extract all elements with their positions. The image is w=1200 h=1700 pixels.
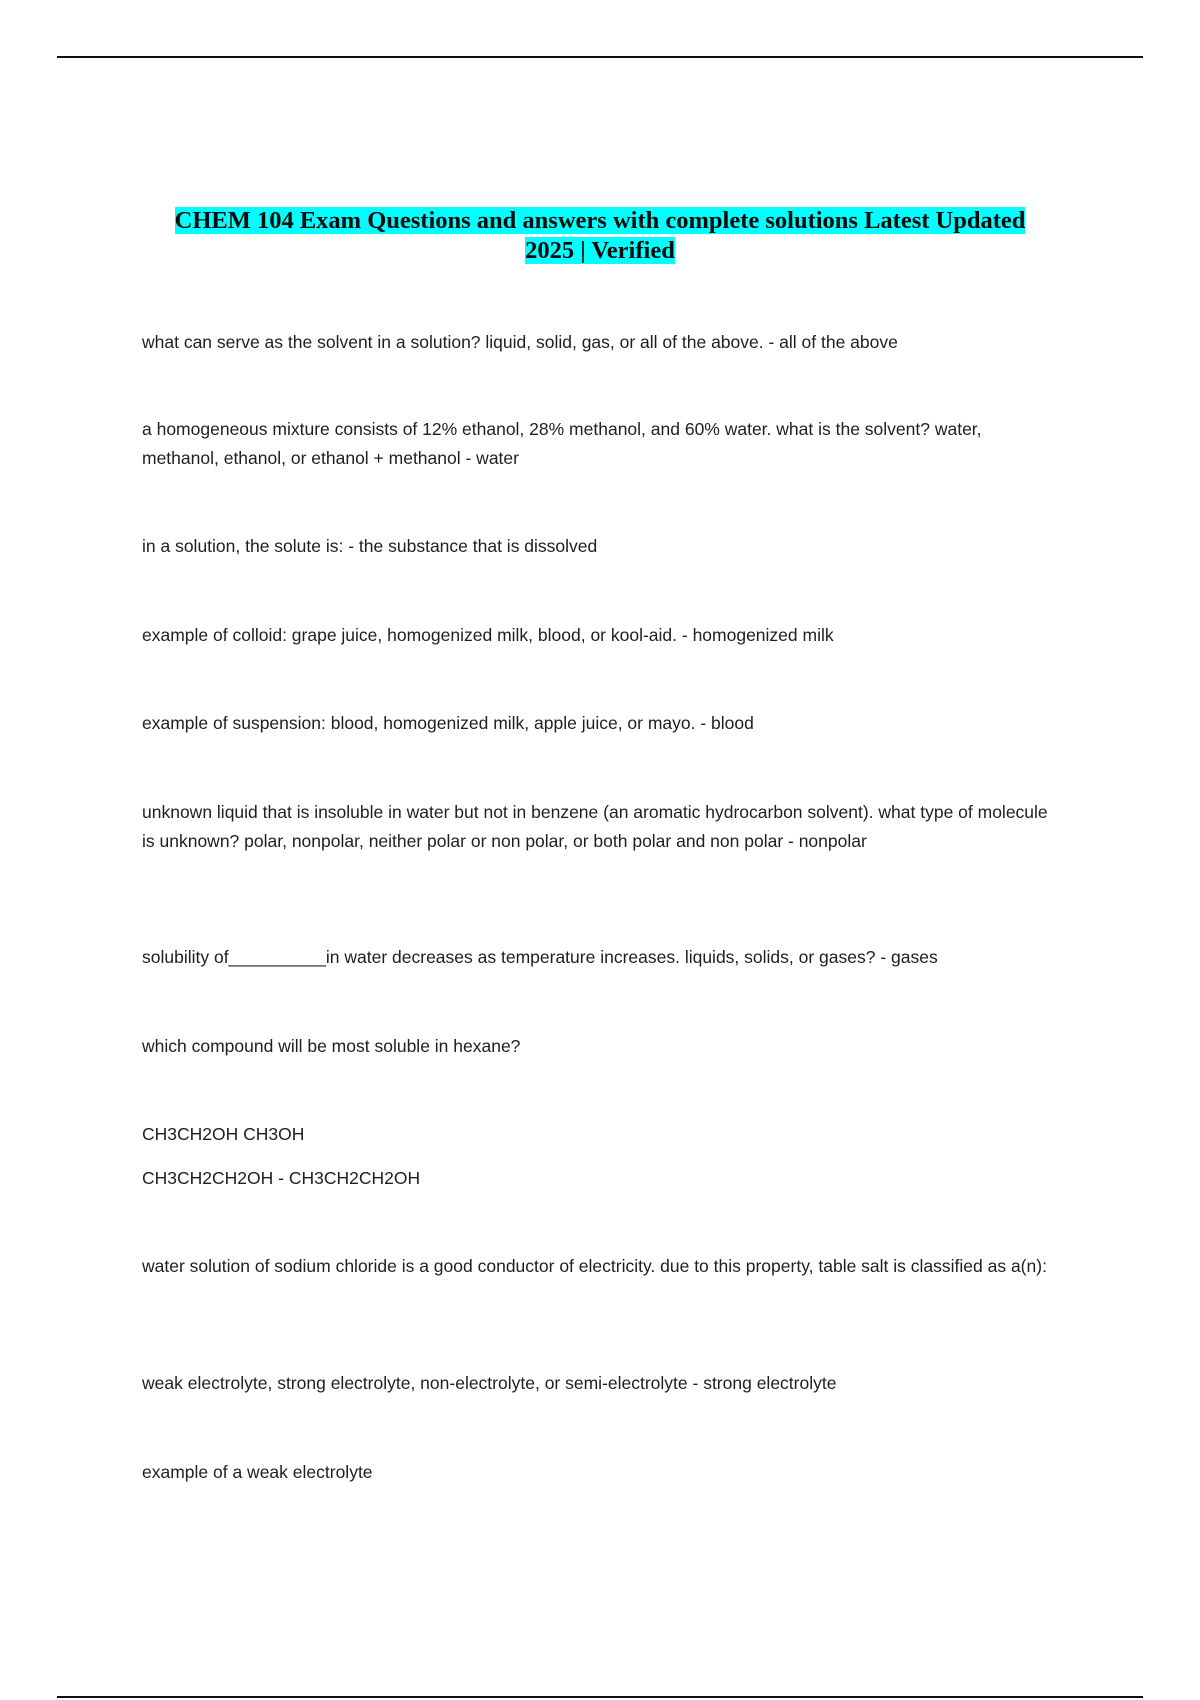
question-solvent: what can serve as the solvent in a solution? liquid, solid, gas, or all of the above. - all of the above [142, 332, 898, 352]
title-line-1: CHEM 104 Exam Questions and answers with complete solutions Latest Updated [174, 207, 1026, 234]
question-hexane: which compound will be most soluble in hexane? [142, 1036, 521, 1056]
question-colloid: example of colloid: grape juice, homogenized milk, blood, or kool-aid. - homogenized milk [142, 625, 834, 645]
bottom-rule [57, 1696, 1143, 1698]
question-homogeneous-mixture: a homogeneous mixture consists of 12% ethanol, 28% methanol, and 60% water. what is the solvent? water, methanol, ethanol, or ethanol + methanol - water [142, 419, 982, 468]
title-line-2: 2025 | Verified [525, 237, 675, 264]
top-rule [57, 56, 1143, 58]
question-suspension: example of suspension: blood, homogenized milk, apple juice, or mayo. - blood [142, 713, 754, 733]
electrolyte-options: weak electrolyte, strong electrolyte, non-electrolyte, or semi-electrolyte - strong electrolyte [142, 1373, 837, 1393]
compound-options-line-2: CH3CH2CH2OH - CH3CH2CH2OH [142, 1168, 421, 1188]
question-solute: in a solution, the solute is: - the substance that is dissolved [142, 536, 598, 556]
question-weak-electrolyte: example of a weak electrolyte [142, 1462, 373, 1482]
question-sodium-chloride: water solution of sodium chloride is a good conductor of electricity. due to this property, table salt is classified as a(n): [142, 1256, 1047, 1276]
question-unknown-liquid: unknown liquid that is insoluble in water but not in benzene (an aromatic hydrocarbon solvent). what type of molecule is unknown? polar, nonpolar, neither polar or non polar, or both polar and non polar - nonpolar [142, 802, 1048, 851]
compound-options-line-1: CH3CH2OH CH3OH [142, 1124, 305, 1144]
question-solubility: solubility of__________in water decreases as temperature increases. liquids, solids, or gases? - gases [142, 947, 938, 967]
document-title [130, 206, 1070, 266]
